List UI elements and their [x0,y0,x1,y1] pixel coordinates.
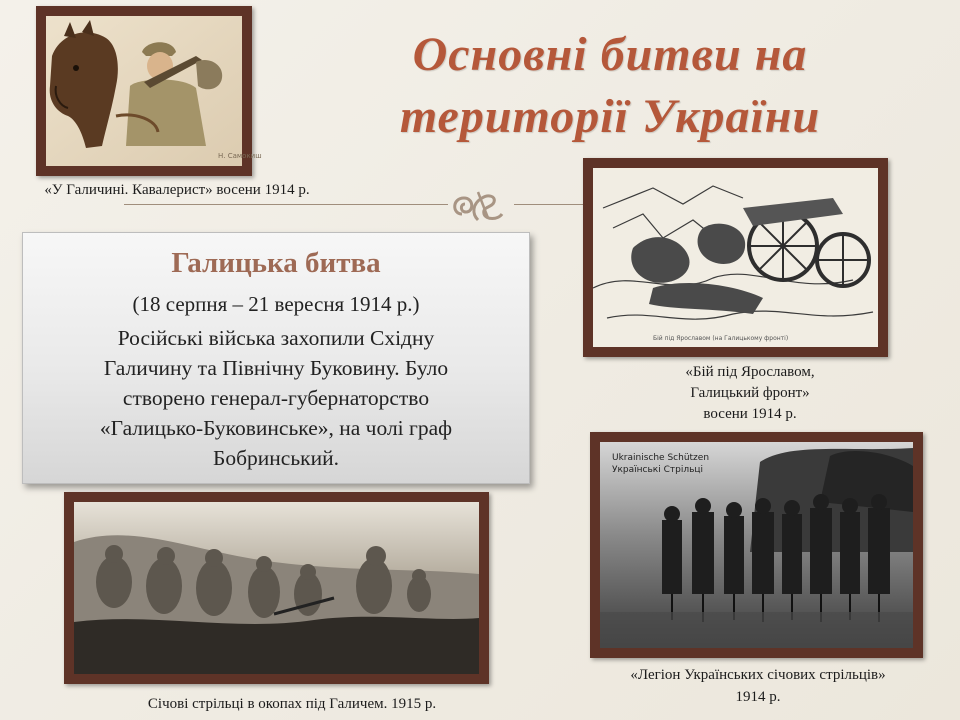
battle-info-box [22,232,530,484]
yaroslav-caption-line-3: восени 1914 р. [703,406,797,422]
trenches-photo [64,492,489,684]
yaroslav-caption-line-1: «Бій під Ярославом, [685,364,815,380]
svg-text:Н. Самокиш: Н. Самокиш [218,152,262,160]
yaroslav-caption-line-2: Галицький фронт» [690,385,810,401]
cavalryman-caption: «У Галичині. Кавалерист» восени 1914 р. [44,182,310,198]
legion-photo-label-2: Українські Стрільці [612,465,704,475]
battle-dates: (18 серпня – 21 вересня 1914 р.) [132,292,420,316]
description-line-2: Галичину та Північну Буковину. Було [103,356,449,380]
title-line-2: території України [399,90,821,143]
flourish-ornament-icon [448,184,514,226]
divider-line-right [514,204,594,205]
svg-text:Бій під Ярославом (на Галицько: Бій під Ярославом (на Галицькому фронті) [653,335,789,342]
trenches-caption: Січові стрільці в окопах під Галичем. 1915 р. [147,696,437,712]
description-line-5: Бобринський. [213,446,339,470]
legion-photo [590,432,923,658]
cavalryman-picture [36,6,262,176]
legion-caption [590,664,926,708]
yaroslav-caption [640,362,860,425]
title-line-1: Основні битви на [412,28,808,81]
battle-description [41,323,511,473]
legion-photo-label-1: Ukrainische Schützen [612,453,710,463]
yaroslav-battle-picture [583,158,888,357]
description-line-1: Російські війська захопили Східну [117,326,435,350]
description-line-4: «Галицько-Буковинське», на чолі граф [99,416,453,440]
divider-line-left [124,204,448,205]
legion-caption-line-2: 1914 р. [735,689,781,705]
legion-caption-line-1: «Легіон Українських січових стрільців» [630,667,886,683]
battle-heading: Галицька битва [171,247,381,279]
page-title [330,24,890,148]
description-line-3: створено генерал-губернаторство [122,386,430,410]
